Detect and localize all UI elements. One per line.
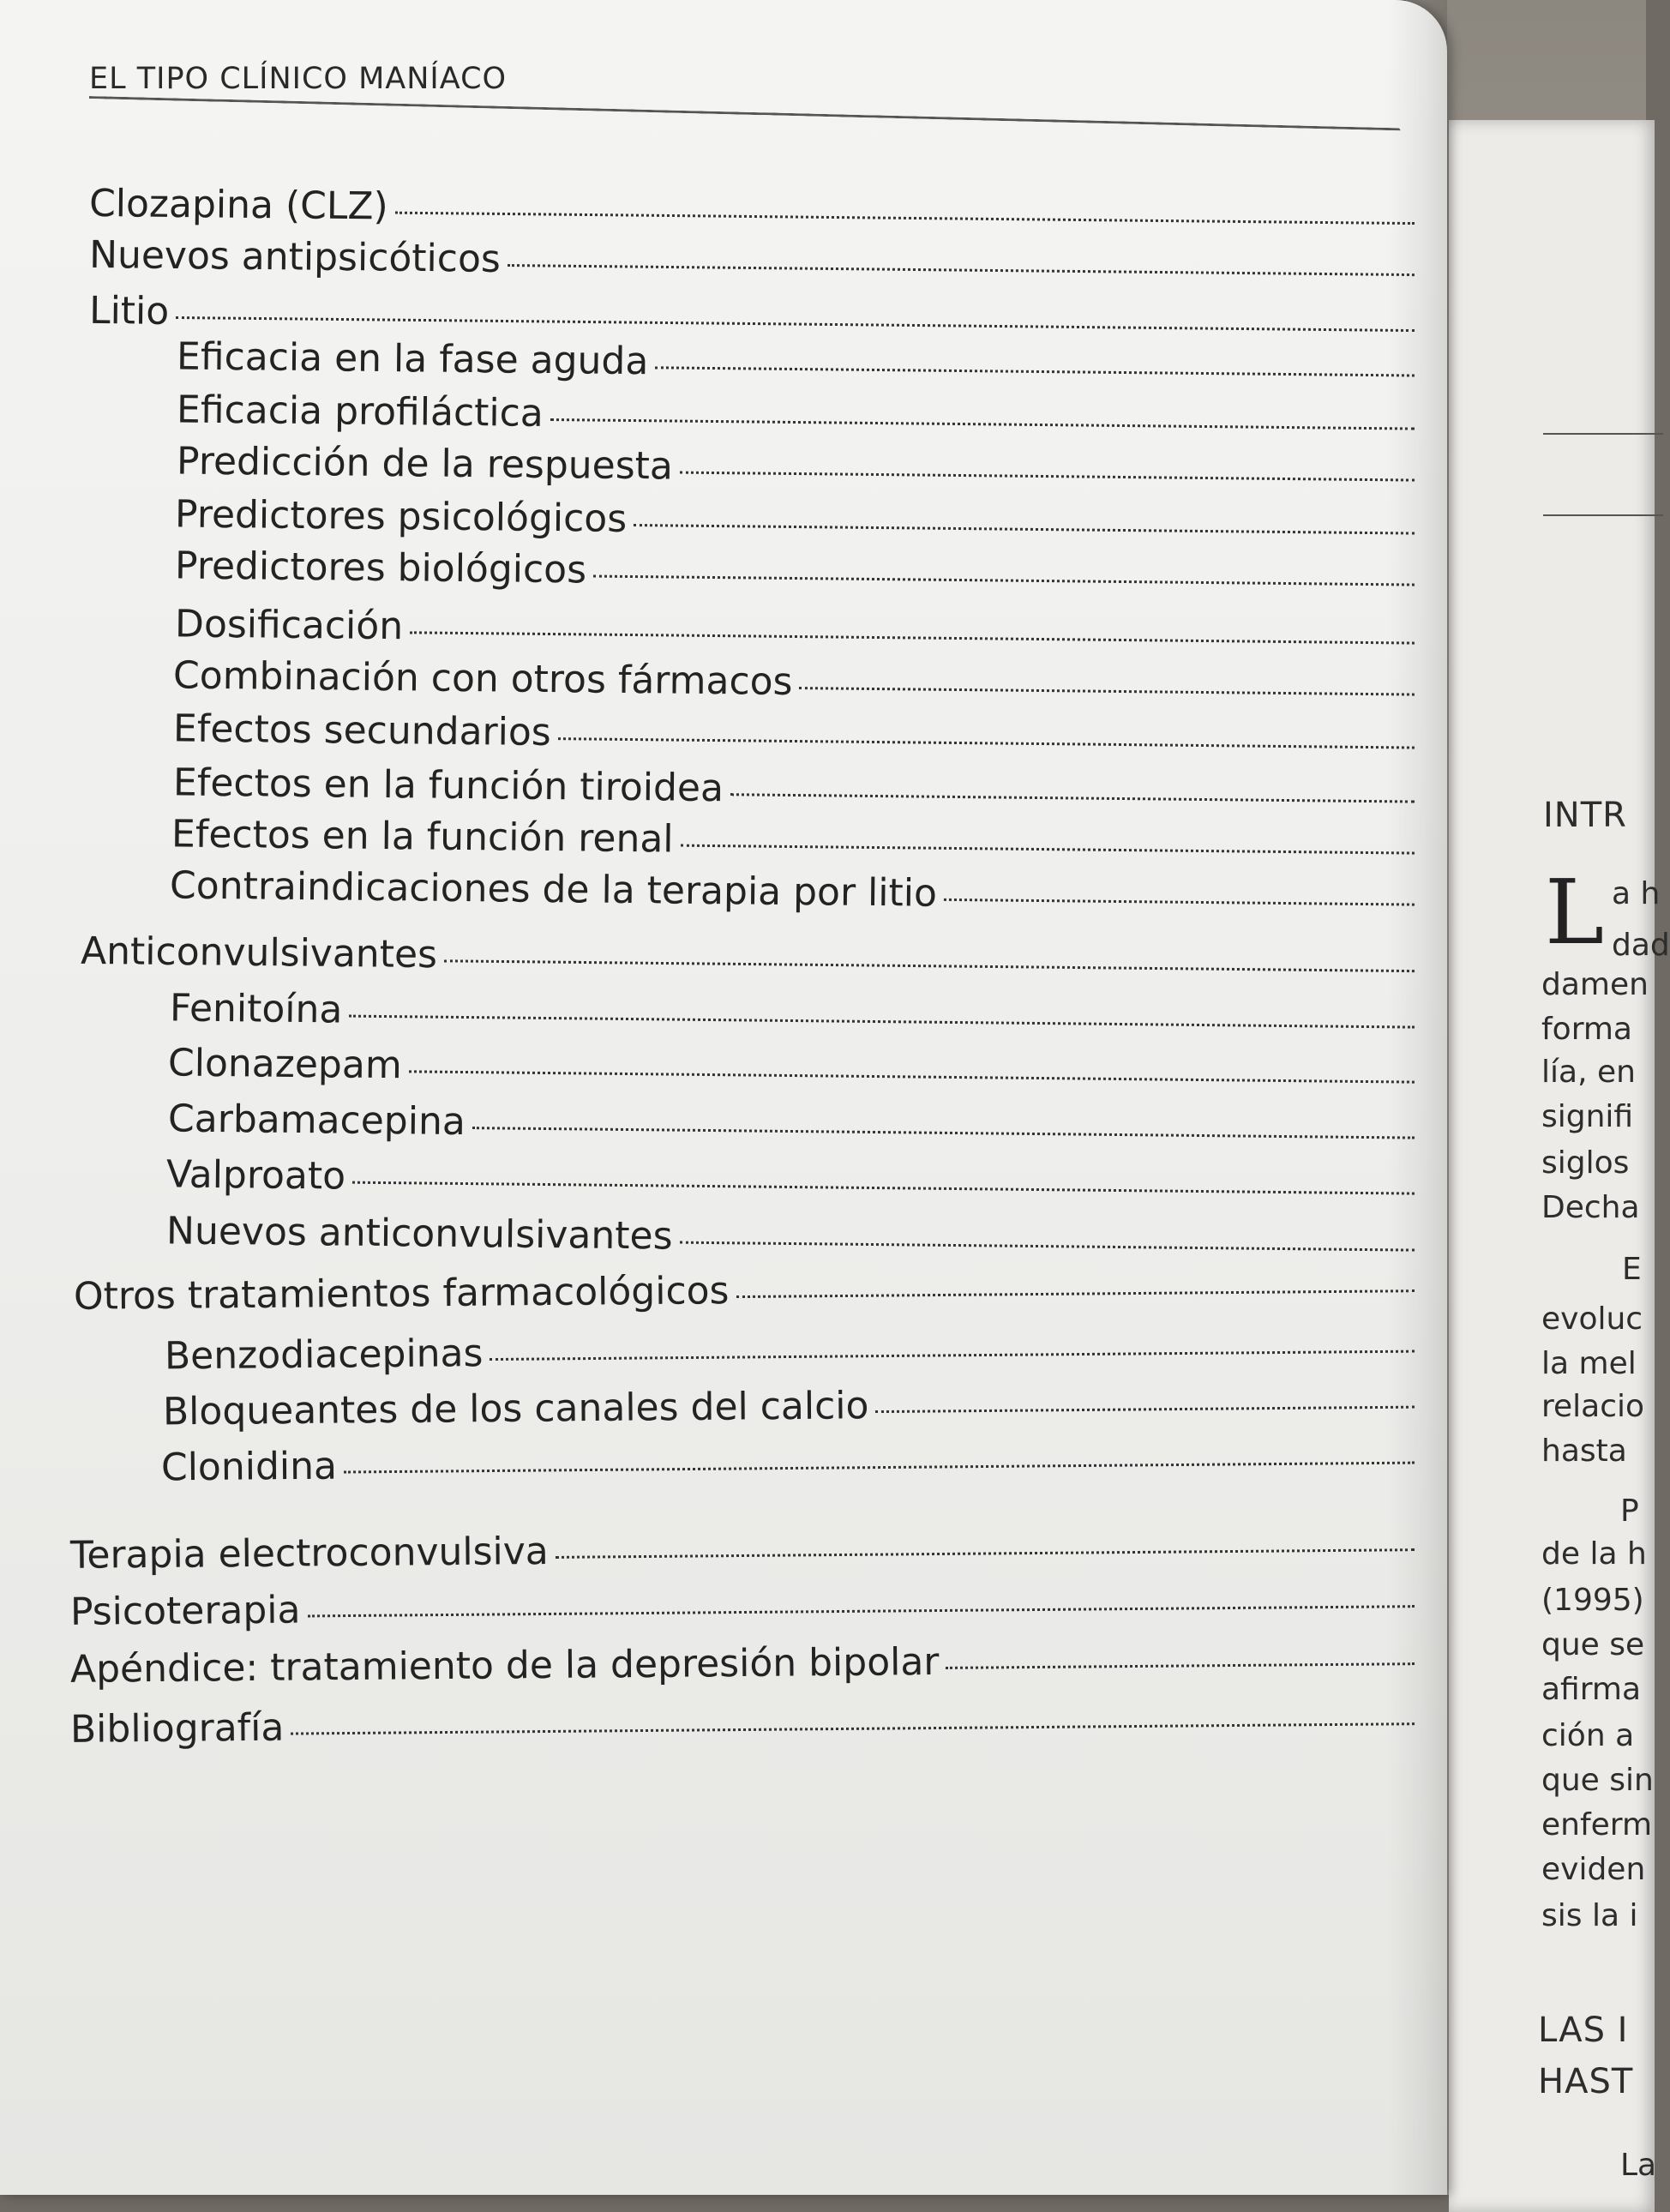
dot-leader (556, 1548, 1415, 1559)
dot-leader (679, 1241, 1414, 1252)
toc-entry-label: Clonazepam (167, 1041, 402, 1088)
dot-leader (875, 1406, 1415, 1413)
toc-entry (81, 929, 1415, 995)
right-page-text-line: P (1620, 1494, 1639, 1529)
toc-entry (70, 1636, 1415, 1699)
toc-entry-label: Benzodiacepinas (164, 1331, 484, 1379)
dot-leader (444, 959, 1415, 972)
dot-leader (508, 264, 1415, 276)
right-page-text-line: evoluc (1541, 1301, 1643, 1337)
right-page-text-line: la mel (1541, 1346, 1637, 1381)
dot-leader (395, 212, 1415, 225)
dot-leader (308, 1605, 1415, 1617)
dot-leader (634, 524, 1415, 535)
dot-leader (550, 418, 1415, 430)
drop-cap: L (1545, 860, 1605, 965)
toc-entry-label: Psicoterapia (69, 1588, 301, 1634)
right-page-text-line: de la h (1541, 1536, 1647, 1572)
right-page-text-line: que sin (1541, 1763, 1654, 1798)
dot-leader (736, 1289, 1415, 1298)
toc-entry-label: Efectos secundarios (172, 706, 551, 755)
dot-leader (291, 1722, 1415, 1734)
dot-leader (946, 1662, 1415, 1669)
dot-leader (409, 1070, 1415, 1083)
toc-entry-label: Efectos en la función renal (171, 812, 674, 862)
dot-leader (799, 687, 1415, 696)
toc-subentry (168, 1097, 1415, 1161)
toc-entry (70, 1522, 1415, 1585)
right-page-text-line: signifi (1541, 1099, 1634, 1134)
dot-leader (593, 575, 1415, 586)
toc-entry-label: Eficacia en la fase aguda (176, 334, 649, 384)
toc-entry-label: Valproato (165, 1152, 346, 1199)
toc-subentry (173, 706, 1415, 771)
dot-leader (944, 899, 1415, 906)
right-page-text-line: eviden (1541, 1852, 1646, 1887)
toc-entry-label: Eficacia profiláctica (176, 388, 544, 436)
dot-leader (349, 1015, 1415, 1029)
dot-leader (655, 366, 1415, 376)
toc-entry-label: Clozapina (CLZ) (88, 181, 388, 229)
right-page-text-line: afirma (1541, 1672, 1642, 1707)
right-page-text-line: ción a (1541, 1718, 1635, 1753)
dot-leader (352, 1181, 1415, 1195)
toc-entry-label: Terapia electroconvulsiva (69, 1529, 549, 1578)
right-page-heading: INTR (1543, 796, 1627, 835)
toc-entry-label: Fenitoína (169, 986, 343, 1032)
toc-subentry (163, 1379, 1415, 1442)
right-page-rule (1543, 433, 1663, 435)
toc-entry-label: Anticonvulsivantes (80, 929, 438, 977)
right-page-text-line: forma (1541, 1012, 1632, 1047)
toc-entry-label: Predictores biológicos (174, 544, 587, 592)
right-page-text-line: enferm (1541, 1807, 1653, 1842)
toc-entry-label: Bloqueantes de los canales del calcio (162, 1384, 869, 1434)
right-page-text-line: a h (1612, 876, 1661, 911)
toc-entry (70, 1578, 1415, 1642)
toc-entry-label: Clonidina (160, 1444, 338, 1490)
right-page-section-heading: LAS I (1538, 2011, 1629, 2050)
running-head: EL TIPO CLÍNICO MANÍACO (89, 62, 508, 96)
right-page-text-line: relacio (1541, 1389, 1645, 1424)
toc-entry-label: Predicción de la respuesta (176, 439, 674, 489)
toc-entry-label: Otros tratamientos farmacológicos (73, 1269, 730, 1319)
dot-leader (680, 472, 1415, 482)
toc-subentry (168, 1041, 1415, 1105)
dot-leader (730, 793, 1415, 802)
right-page-text-line: sis la i (1541, 1898, 1638, 1933)
right-page-text-line: E (1622, 1252, 1642, 1287)
dot-leader (558, 737, 1415, 748)
toc-entry-label: Apéndice: tratamiento de la depresión bipolar (69, 1639, 940, 1692)
dot-leader (410, 631, 1415, 644)
toc-entry-label: Bibliografía (69, 1705, 285, 1752)
right-page-text-line: (1995) (1541, 1583, 1644, 1618)
right-page-text-line: hasta (1541, 1434, 1627, 1469)
right-page-text-line: lía, en (1541, 1055, 1636, 1090)
toc-entry-label: Nuevos antipsicóticos (88, 232, 502, 281)
dot-leader (680, 845, 1414, 855)
toc-entry (74, 1263, 1415, 1326)
toc-entry-label: Carbamacepina (167, 1097, 466, 1145)
toc-subentry (165, 1324, 1415, 1386)
toc-entry-label: Litio (88, 288, 170, 334)
toc-entry-label: Contraindicaciones de la terapia por litio (169, 863, 938, 916)
toc-entry-label: Nuevos anticonvulsivantes (165, 1209, 673, 1259)
right-page-text-line: siglos (1541, 1145, 1630, 1181)
toc-subentry (170, 986, 1415, 1050)
right-page-section-heading: HAST (1538, 2062, 1634, 2101)
dot-leader (490, 1350, 1415, 1361)
dot-leader (176, 316, 1415, 332)
right-page-text-line: que se (1541, 1627, 1645, 1662)
right-page-rule (1543, 514, 1663, 516)
toc-subentry (166, 1152, 1415, 1217)
toc-entry-label: Efectos en la función tiroidea (172, 760, 724, 811)
toc-entry-label: Dosificación (174, 602, 404, 649)
toc-entry (70, 1696, 1415, 1759)
toc-entry-label: Combinación con otros fármacos (172, 653, 793, 704)
toc-subentry (161, 1435, 1415, 1498)
right-page-text-line: Decha (1541, 1190, 1640, 1225)
right-page-text-line: damen (1541, 967, 1649, 1002)
dot-leader (344, 1462, 1415, 1474)
dot-leader (472, 1127, 1415, 1139)
toc-entry-label: Predictores psicológicos (174, 492, 628, 541)
right-page-text-line: dad (1612, 928, 1670, 963)
right-page-text-line: La (1620, 2148, 1657, 2183)
